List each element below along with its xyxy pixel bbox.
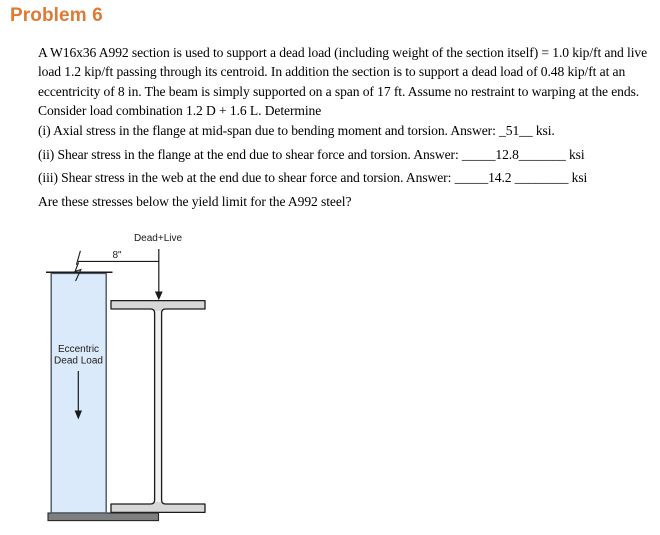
i-beam-web-highlight [156,311,161,502]
eccentricity-dimension-label: 8" [112,250,122,261]
question-yield-check: Are these stresses below the yield limit for the A992 steel? [38,193,352,209]
statement-line: Consider load combination 1.2 D + 1.6 L. Determine [38,103,322,119]
question-ii: (ii) Shear stress in the flange at the end due to shear force and torsion. Answer: _____12.8_______ ksi [38,146,585,162]
statement-line: load 1.2 kip/ft passing through its centroid. In addition the section is to support a dead load of 0.48 kip/ft at an [38,64,626,80]
beam-cross-section-diagram [0,225,240,535]
eccentric-load-label-line2: Dead Load [54,355,103,367]
question-i: (i) Axial stress in the flange at mid-span due to bending moment and torsion. Answer: _51__ ksi. [38,123,555,138]
statement-line: A W16x36 A992 section is used to support a dead load (including weight of the section itself) = 1.0 kip/ft and live [38,45,648,60]
question-list [38,119,587,213]
base-bar [48,513,159,521]
problem-statement [38,43,647,121]
question-iii: (iii) Shear stress in the web at the end due to shear force and torsion. Answer: _____14.2 ________ ksi [38,170,588,186]
eccentric-load-label-line1: Eccentric [57,344,100,355]
dead-live-arrow-head [155,292,163,301]
dead-live-load-label: Dead+Live [133,233,183,244]
page-title: Problem 6 [10,5,103,26]
statement-line: eccentricity of 8 in. The beam is simply supported on a span of 17 ft. Assume no restraint to warping at the ends. [38,83,640,99]
